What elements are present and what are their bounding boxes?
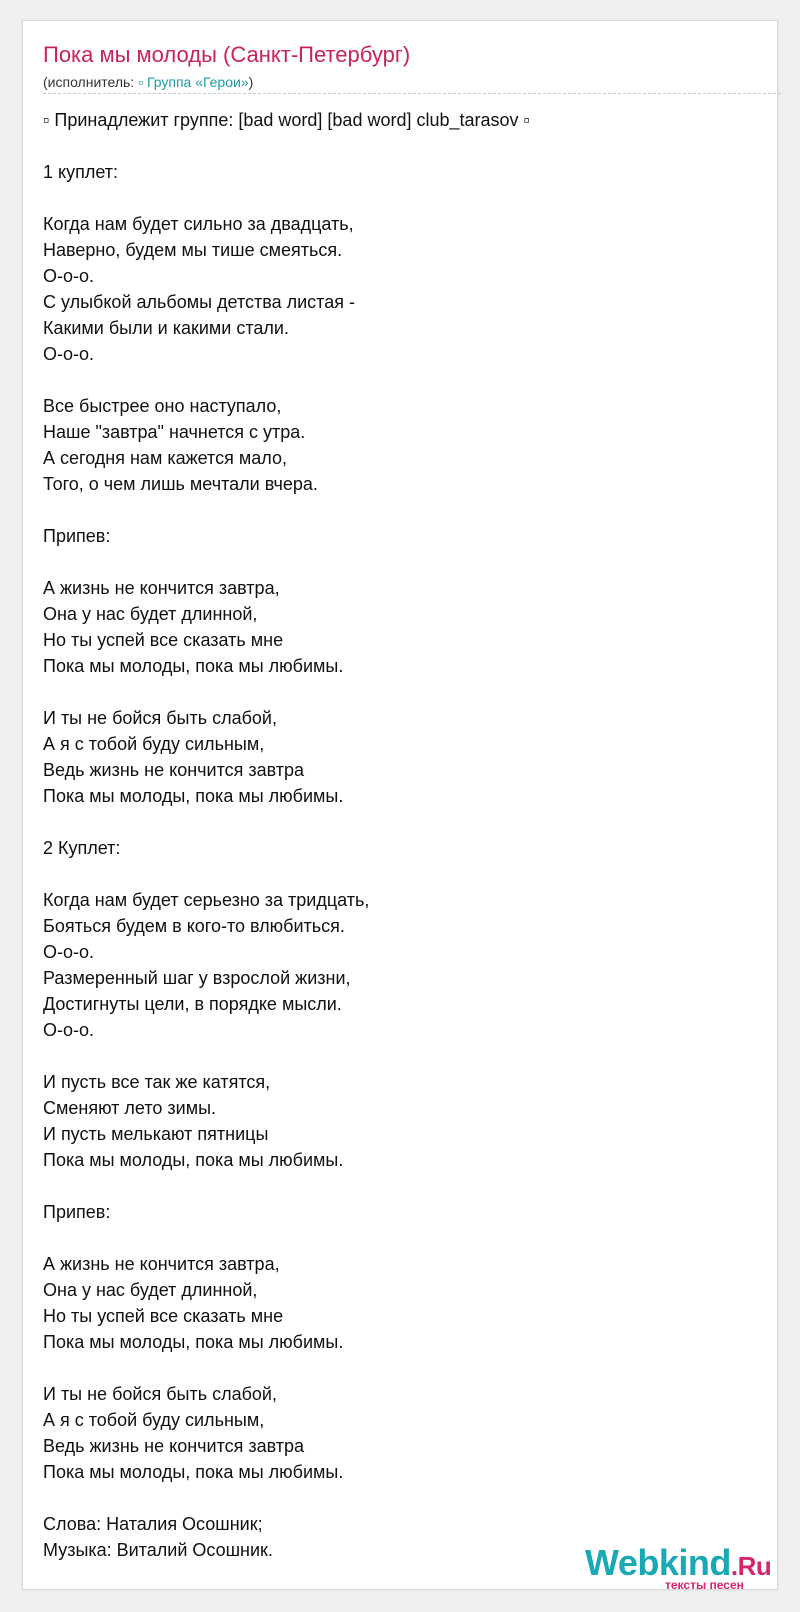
lyric-line: ▫ Принадлежит группе: [bad word] [bad word] club_tarasov ▫ (43, 110, 530, 130)
stanza-gap (43, 549, 763, 575)
stanza-gap (43, 1485, 763, 1511)
lyric-line: А жизнь не кончится завтра, (43, 1254, 280, 1274)
lyric-line: Когда нам будет сильно за двадцать, (43, 214, 354, 234)
stanza-gap (43, 809, 763, 835)
lyric-line: Но ты успей все сказать мне (43, 1306, 284, 1326)
header-divider (43, 93, 781, 94)
lyrics-card (22, 20, 778, 1590)
stanza-gap (43, 861, 763, 887)
lyric-line: О-о-о. (43, 942, 95, 962)
stanza-gap (43, 497, 763, 523)
lyric-line: 2 Куплет: (43, 838, 121, 858)
stanza-gap (43, 133, 763, 159)
lyric-line: Она у нас будет длинной, (43, 604, 258, 624)
lyric-line: И пусть все так же катятся, (43, 1072, 271, 1092)
lyric-line: Какими были и какими стали. (43, 318, 289, 338)
lyric-line: Музыка: Виталий Осошник. (43, 1540, 273, 1560)
artist-suffix: ) (248, 74, 254, 90)
lyric-line: О-о-о. (43, 344, 95, 364)
lyric-line: Пока мы молоды, пока мы любимы. (43, 1150, 344, 1170)
lyric-line: Наверно, будем мы тише смеяться. (43, 240, 343, 260)
lyric-line: Достигнуты цели, в порядке мысли. (43, 994, 342, 1014)
lyric-line: Она у нас будет длинной, (43, 1280, 258, 1300)
lyric-line: Но ты успей все сказать мне (43, 630, 284, 650)
lyric-line: Слова: Наталия Осошник; (43, 1514, 263, 1534)
lyric-line: Пока мы молоды, пока мы любимы. (43, 656, 344, 676)
lyric-line: О-о-о. (43, 266, 95, 286)
lyric-line: Бояться будем в кого-то влюбиться. (43, 916, 345, 936)
lyric-line: 1 куплет: (43, 162, 118, 182)
lyric-line: А жизнь не кончится завтра, (43, 578, 280, 598)
logo-name: Webkind (585, 1542, 731, 1583)
lyric-line: А я с тобой буду сильным, (43, 1410, 265, 1430)
lyric-line: Ведь жизнь не кончится завтра (43, 1436, 305, 1456)
lyric-line: Того, о чем лишь мечтали вчера. (43, 474, 318, 494)
lyric-line: Пока мы молоды, пока мы любимы. (43, 1332, 344, 1352)
lyric-line: Пока мы молоды, пока мы любимы. (43, 786, 344, 806)
artist-line (43, 74, 253, 90)
stanza-gap (43, 1043, 763, 1069)
lyrics-body (43, 107, 763, 1563)
artist-prefix: (исполнитель: (43, 74, 139, 90)
stanza-gap (43, 679, 763, 705)
lyric-line: А я с тобой буду сильным, (43, 734, 265, 754)
lyric-line: И пусть мелькают пятницы (43, 1124, 269, 1144)
artist-link[interactable]: ▫ Группа «Герои» (138, 74, 249, 90)
stanza-gap (43, 1355, 763, 1381)
site-logo[interactable] (585, 1542, 775, 1592)
stanza-gap (43, 367, 763, 393)
lyric-line: Размеренный шаг у взрослой жизни, (43, 968, 351, 988)
lyric-line: И ты не бойся быть слабой, (43, 1384, 277, 1404)
lyric-line: И ты не бойся быть слабой, (43, 708, 277, 728)
stanza-gap (43, 1173, 763, 1199)
logo-tagline: тексты песен (665, 1578, 744, 1592)
lyric-line: А сегодня нам кажется мало, (43, 448, 287, 468)
lyric-line: Наше "завтра" начнется с утра. (43, 422, 306, 442)
page-title: Пока мы молоды (Санкт-Петербург) (43, 42, 411, 67)
lyric-line: Все быстрее оно наступало, (43, 396, 282, 416)
logo-tld: .Ru (730, 1551, 772, 1581)
lyric-line: Сменяют лето зимы. (43, 1098, 217, 1118)
lyric-line: Припев: (43, 1202, 111, 1222)
lyric-line: О-о-о. (43, 1020, 95, 1040)
lyric-line: Припев: (43, 526, 111, 546)
stanza-gap (43, 185, 763, 211)
lyric-line: Когда нам будет серьезно за тридцать, (43, 890, 370, 910)
stanza-gap (43, 1225, 763, 1251)
lyric-line: С улыбкой альбомы детства листая - (43, 292, 355, 312)
lyric-line: Ведь жизнь не кончится завтра (43, 760, 305, 780)
lyric-line: Пока мы молоды, пока мы любимы. (43, 1462, 344, 1482)
